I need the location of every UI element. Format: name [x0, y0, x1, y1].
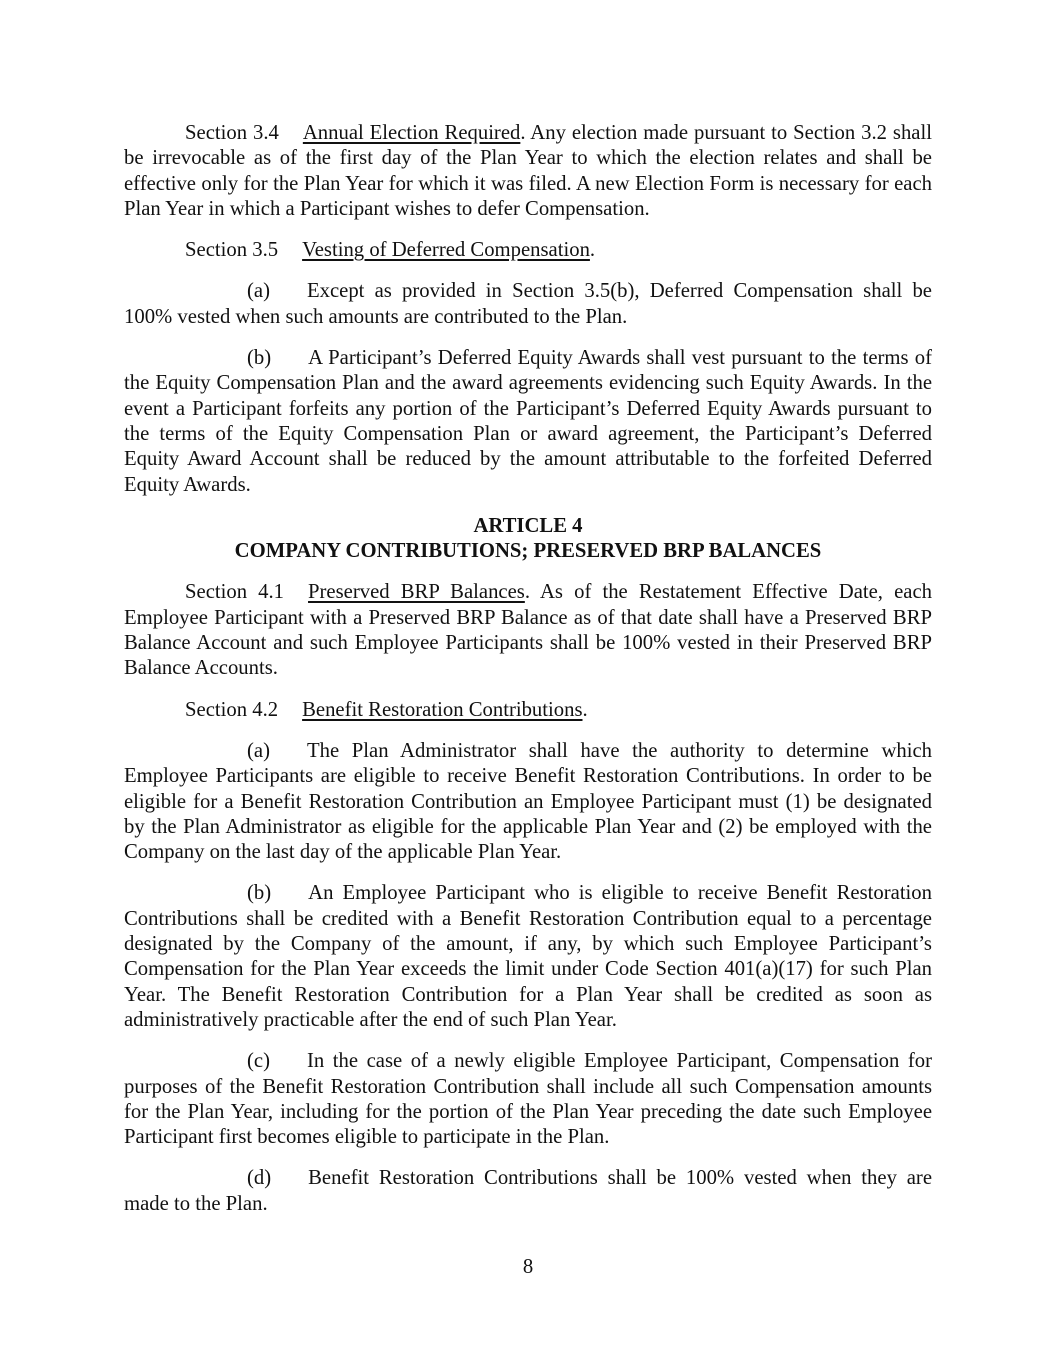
article-title: COMPANY CONTRIBUTIONS; PRESERVED BRP BALANCES	[234, 540, 822, 563]
subparagraph-label: (d)	[247, 1167, 272, 1190]
paragraph-text: .	[582, 698, 588, 721]
paragraph-3-5-b	[124, 346, 932, 498]
article-4-heading	[124, 514, 932, 565]
paragraph-3-5-a	[124, 279, 932, 330]
section-title: Preserved BRP Balances	[308, 581, 525, 604]
paragraph-text: Benefit Restoration Contributions shall be 100% vested when they are made to the Plan.	[124, 1167, 932, 1215]
section-title: Annual Election Required	[302, 122, 521, 144]
subparagraph-label: (c)	[247, 1050, 270, 1073]
section-title: Benefit Restoration Contributions	[302, 698, 583, 721]
section-number-label: Section 3.4	[185, 122, 279, 144]
subparagraph-label: (b)	[247, 347, 272, 370]
paragraph-section-3-5	[124, 238, 932, 263]
subparagraph-label: (a)	[247, 739, 270, 762]
subparagraph-label: (b)	[247, 882, 272, 905]
paragraph-text: An Employee Participant who is eligible to receive Benefit Restoration Contributions shall be credited with a Benefit Restoration Contribution equal to a percentage designated by the Company of the amount, if any, by which such Employee Participant’s Compensation for the Plan Year exceeds the limit under Code Section 401(a)(17) for such Plan Year. The Benefit Restoration Contribution for a Plan Year shall be credited as soon as administratively practicable after the end of such Plan Year.	[124, 882, 932, 1031]
section-number-label: Section 4.1	[185, 581, 285, 604]
paragraph-4-2-a	[124, 739, 932, 865]
section-number-label: Section 3.5	[185, 239, 279, 262]
paragraph-text: . Any election made pursuant to Section 3.2 shall be irrevocable as of the first day of the Plan Year to which the election relates and shall be effective only for the Plan Year for which it was filed. A new Election Form is necessary for each Plan Year in which a Participant wishes to defer Compensation.	[124, 122, 932, 220]
page-number: 8	[522, 1255, 534, 1278]
paragraph-text: In the case of a newly eligible Employee Participant, Compensation for purposes of the Benefit Restoration Contribution shall include all such Compensation amounts for the Plan Year, including for the portion of the Plan Year preceding the date such Employee Participant first becomes eligible to participate in the Plan.	[124, 1050, 932, 1149]
paragraph-4-2-b	[124, 881, 932, 1033]
paragraph-4-2-d	[124, 1166, 932, 1217]
paragraph-text: A Participant’s Deferred Equity Awards shall vest pursuant to the terms of the Equity Compensation Plan and the award agreements evidencing such Equity Awards. In the event a Participant forfeits any portion of the Participant’s Deferred Equity Awards pursuant to the terms of the Equity Compensation Plan or award agreement, the Participant’s Deferred Equity Award Account shall be reduced by the amount attributable to the forfeited Deferred Equity Awards.	[124, 347, 932, 496]
article-number: ARTICLE 4	[473, 514, 583, 537]
section-number-label: Section 4.2	[185, 698, 279, 721]
paragraph-text: . As of the Restatement Effective Date, each Employee Participant with a Preserved BRP Balance as of that date shall have a Preserved BRP Balance Account and such Employee Participants shall be 100% vested in their Preserved BRP Balance Accounts.	[124, 581, 932, 680]
paragraph-4-2-c	[124, 1049, 932, 1150]
paragraph-section-3-4	[124, 121, 932, 222]
paragraph-text: Except as provided in Section 3.5(b), Deferred Compensation shall be 100% vested when such amounts are contributed to the Plan.	[124, 280, 932, 328]
paragraph-section-4-1	[124, 580, 932, 681]
paragraph-text: The Plan Administrator shall have the authority to determine which Employee Participants are eligible to receive Benefit Restoration Contributions. In order to be eligible for a Benefit Restoration Contribution an Employee Participant must (1) be designated by the Plan Administrator as eligible for the applicable Plan Year and (2) be employed with the Company on the last day of the applicable Plan Year.	[124, 739, 932, 864]
paragraph-text: .	[589, 239, 596, 262]
paragraph-section-4-2	[124, 698, 932, 723]
subparagraph-label: (a)	[247, 280, 270, 303]
section-title: Vesting of Deferred Compensation	[302, 239, 590, 262]
